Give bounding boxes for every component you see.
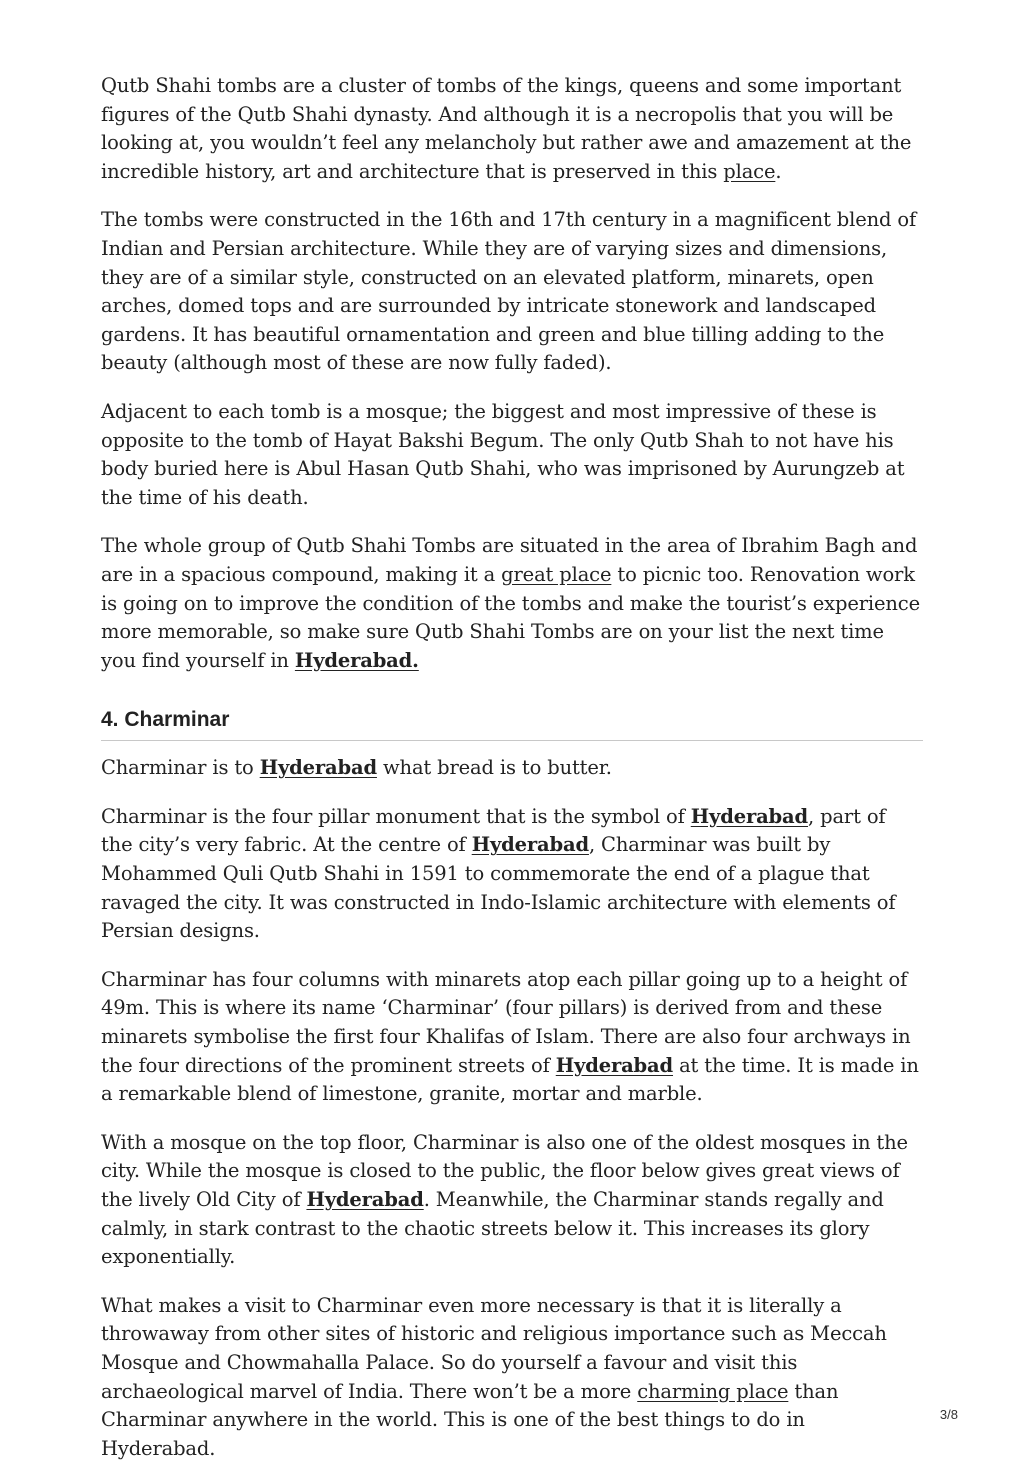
hyderabad-link[interactable]: Hyderabad [306, 1188, 424, 1211]
paragraph-qutb-shahi-intro: Qutb Shahi tombs are a cluster of tombs of the kings, queens and some important figures of the Qutb Shahi dynasty. And although it is a necropolis that you will be looking at, you wouldn’t feel any melancholy but rather awe and amazement at the incredible history, art and architecture that is preserved in this place. [101, 74, 912, 183]
paragraph-charminar-mosque: With a mosque on the top floor, Charminar is also one of the oldest mosques in the city. While the mosque is closed to the public, the floor below gives great views of the lively Old City of Hyderabad. Meanwhile, the Charminar stands regally and calmly, in stark contrast to the chaotic streets below it. This increases its glory exponentially. [101, 1130, 908, 1269]
article-body [101, 72, 923, 1483]
paragraph-charminar-columns: Charminar has four columns with minarets atop each pillar going up to a height of 49m. This is where its name ‘Charminar’ (four pillars) is derived from and these minarets symbolise the first four Khalifas of Islam. There are also four archways in the four directions of the prominent streets of Hyderabad at the time. It is made in a remarkable blend of limestone, granite, mortar and marble. [101, 967, 919, 1106]
great-place-link[interactable]: great place [501, 562, 612, 586]
paragraph-adjacent-mosque: Adjacent to each tomb is a mosque; the biggest and most impressive of these is opposite to the tomb of Hayat Bakshi Begum. The only Qutb Shah to not have his body buried here is Abul Hasan Qutb Shahi, who was imprisoned by Aurungzeb at the time of his death. [101, 399, 905, 509]
hyderabad-link[interactable]: Hyderabad [690, 804, 809, 828]
hyderabad-link[interactable]: Hyderabad [259, 756, 377, 780]
charming-place-link[interactable]: charming place [637, 1379, 789, 1403]
paragraph-ibrahim-bagh: The whole group of Qutb Shahi Tombs are situated in the area of Ibrahim Bagh and are in a spacious compound, making it a great place to picnic too. Renovation work is going on to improve the condition of the tombs and make the tourist’s experience more memorable, so make sure Qutb Shahi Tombs are on your list the next time you find yourself in Hyderabad. [101, 534, 920, 672]
hyderabad-link[interactable]: Hyderabad [471, 833, 589, 857]
hyderabad-link[interactable]: Hyderabad [555, 1053, 674, 1077]
place-link[interactable]: place [723, 159, 776, 183]
paragraph-charminar-bread: Charminar is to Hyderabad what bread is to butter. [101, 756, 612, 780]
paragraph-tombs-construction: The tombs were constructed in the 16th and 17th century in a magnificent blend of Indian and Persian architecture. While they are of varying sizes and dimensions, they are of a similar style, constructed on an elevated platform, minarets, open arches, domed tops and are surrounded by intricate stonework and landscaped gardens. It has beautiful ornamentation and green and blue tilling adding to the beauty (although most of these are now fully faded). [101, 208, 917, 375]
hyderabad-link[interactable]: Hyderabad. [294, 648, 419, 672]
section-heading-charminar: 4. Charminar [101, 707, 923, 741]
paragraph-charminar-symbol: Charminar is the four pillar monument that is the symbol of Hyderabad, part of the city’s very fabric. At the centre of Hyderabad, Charminar was built by Mohammed Quli Qutb Shahi in 1591 to commemorate the end of a plague that ravaged the city. It was constructed in Indo-Islamic architecture with elements of Persian designs. [101, 804, 896, 943]
page-number: 3/8 [939, 1407, 958, 1422]
paragraph-charminar-visit: What makes a visit to Charminar even more necessary is that it is literally a throwaway from other sites of historic and religious importance such as Meccah Mosque and Chowmahalla Palace. So do yourself a favour and visit this archaeological marvel of India. There won’t be a more charming place than Charminar anywhere in the world. This is one of the best things to do in Hyderabad. [101, 1293, 887, 1460]
